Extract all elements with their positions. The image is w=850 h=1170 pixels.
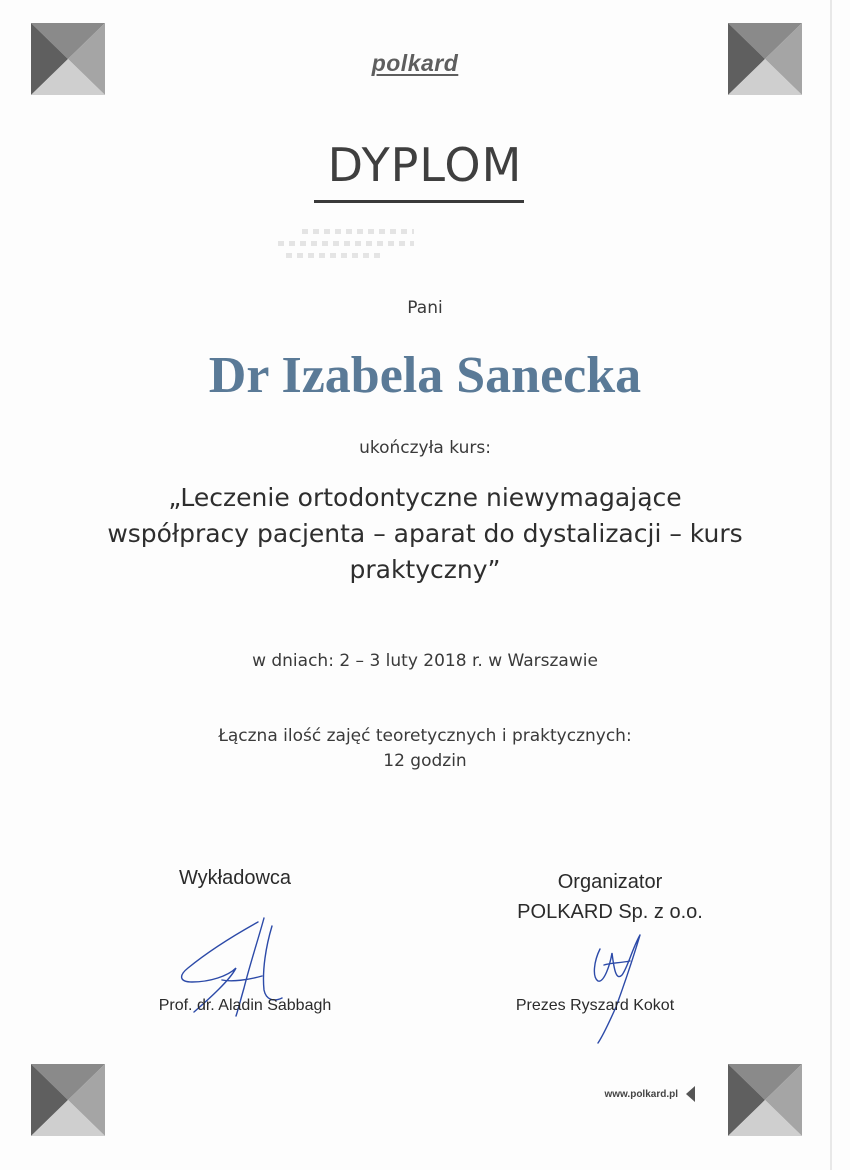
organizer-title: Organizator bbox=[557, 871, 663, 893]
hours-label: Łączna ilość zajęć teoretycznych i praktycznych: bbox=[218, 726, 632, 746]
course-title-line-1: „Leczenie ortodontyczne niewymagające bbox=[168, 483, 682, 512]
lecturer-name: Prof. dr. Aladin Sabbagh bbox=[158, 997, 332, 1014]
course-title-line-2: współpracy pacjenta – aparat do dystalizacji – kurs bbox=[107, 519, 743, 548]
course-title bbox=[60, 480, 790, 588]
faint-stamp-watermark bbox=[270, 222, 430, 282]
completed-course-label: ukończyła kurs: bbox=[359, 438, 491, 458]
organizer-company: POLKARD Sp. z o.o. bbox=[517, 901, 703, 923]
title-underline bbox=[314, 200, 524, 203]
hours-block bbox=[60, 724, 790, 774]
organizer-name: Prezes Ryszard Kokot bbox=[515, 997, 675, 1014]
corner-ornament-bottom-right bbox=[728, 1064, 802, 1136]
organizer-block bbox=[470, 867, 750, 927]
course-title-line-3: praktyczny” bbox=[349, 555, 501, 584]
polkard-logo: polkard bbox=[371, 50, 459, 76]
organizer-signature bbox=[580, 925, 650, 1045]
corner-ornament-bottom-left bbox=[31, 1064, 105, 1136]
course-dates: w dniach: 2 – 3 luty 2018 r. w Warszawie bbox=[252, 651, 598, 671]
arrow-left-icon bbox=[686, 1086, 695, 1102]
lecturer-title: Wykładowca bbox=[178, 867, 292, 889]
corner-ornament-top-right bbox=[728, 23, 802, 95]
hours-value: 12 godzin bbox=[383, 751, 467, 771]
corner-ornament-top-left bbox=[31, 23, 105, 95]
diploma-title: DYPLOM bbox=[327, 138, 523, 192]
recipient-name: Dr Izabela Sanecka bbox=[208, 347, 642, 404]
website-link[interactable]: www.polkard.pl bbox=[604, 1089, 678, 1100]
salutation: Pani bbox=[407, 298, 443, 318]
page-edge bbox=[830, 0, 832, 1170]
